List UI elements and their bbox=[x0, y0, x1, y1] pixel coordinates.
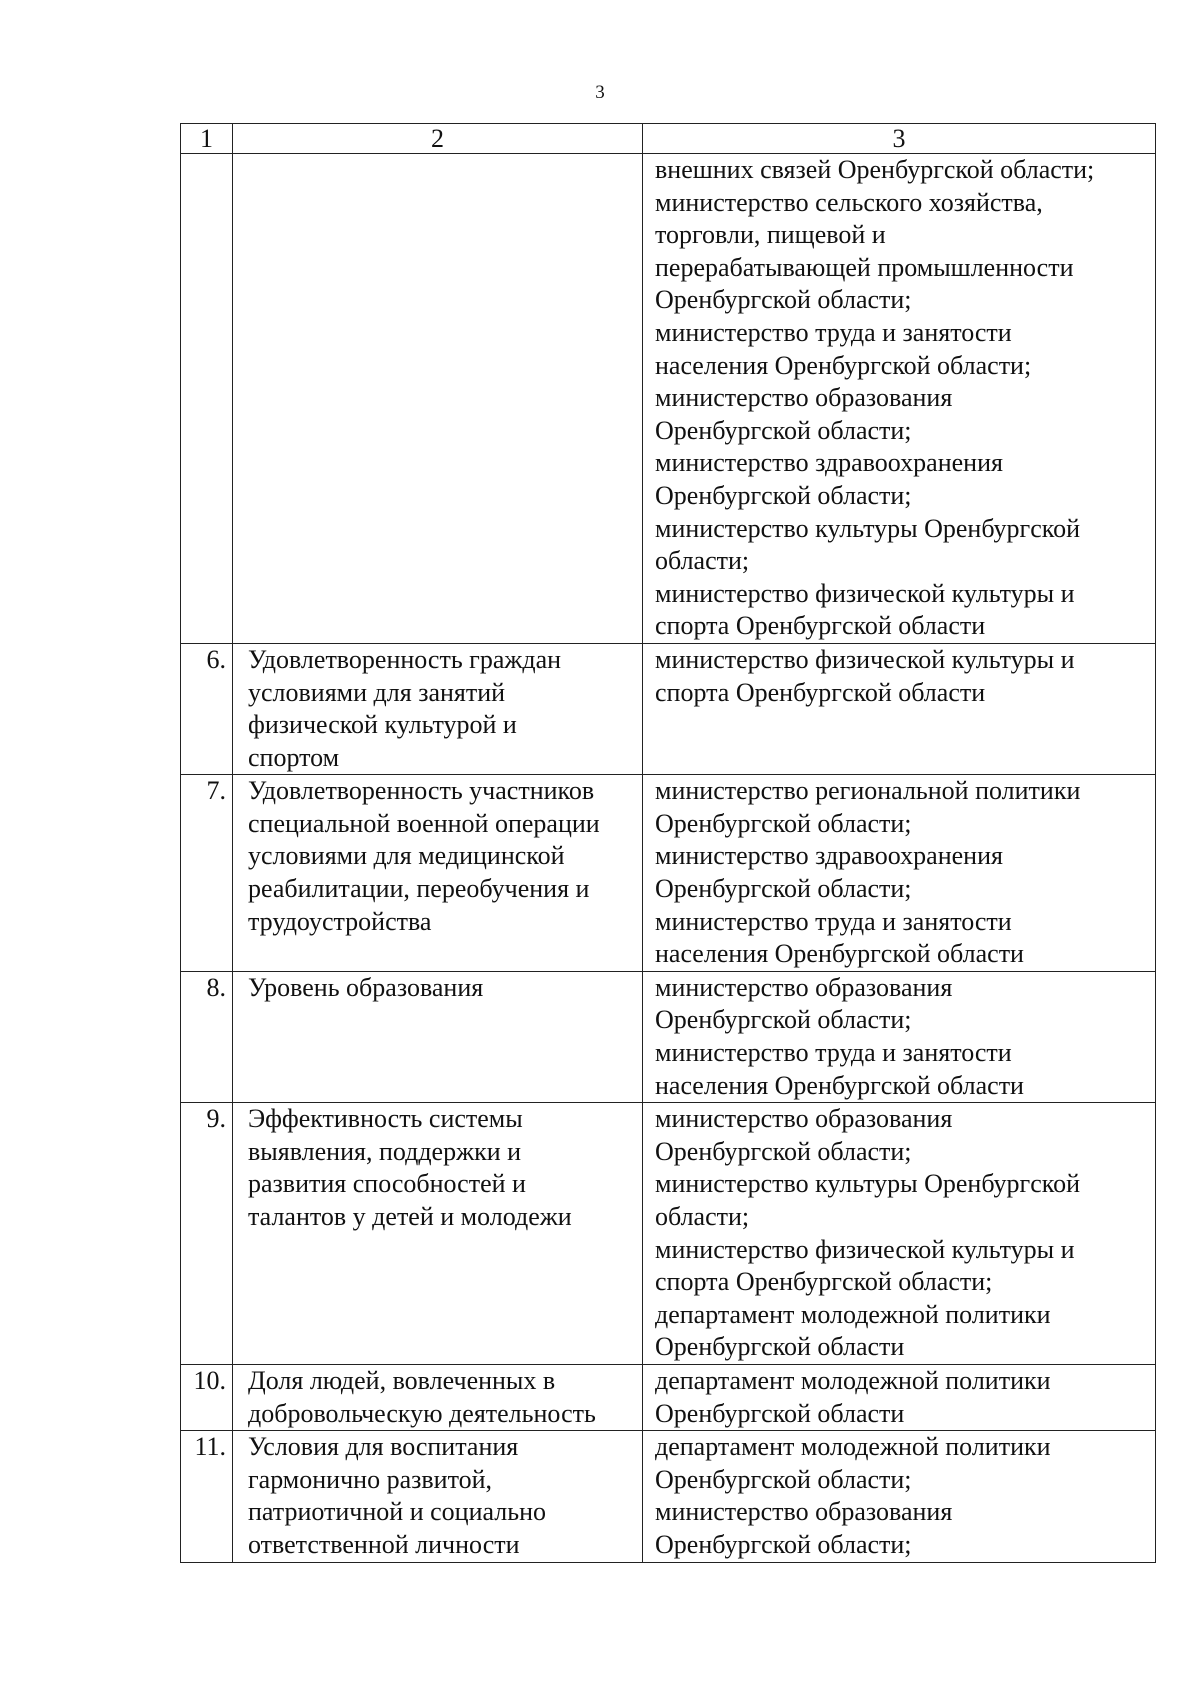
indicator-cell bbox=[233, 775, 643, 972]
table-row bbox=[181, 1103, 1156, 1365]
responsible-line: населения Оренбургской области bbox=[655, 939, 1024, 969]
responsible-cell bbox=[643, 1364, 1156, 1430]
indicator-line: специальной военной операции bbox=[248, 808, 600, 838]
indicator-line: добровольческую деятельность bbox=[248, 1398, 596, 1428]
table-row bbox=[181, 643, 1156, 774]
table-row bbox=[181, 775, 1156, 972]
responsible-line: Оренбургской области; bbox=[655, 1005, 912, 1035]
indicator-cell bbox=[233, 643, 643, 774]
indicator-line: патриотичной и социально bbox=[248, 1497, 547, 1527]
indicator-cell bbox=[233, 971, 643, 1102]
responsible-line: министерство здравоохранения bbox=[655, 841, 1003, 871]
indicator-line: Удовлетворенность граждан bbox=[248, 644, 562, 674]
responsible-line: населения Оренбургской области bbox=[655, 1070, 1024, 1100]
indicator-cell bbox=[233, 1103, 643, 1365]
responsible-line: Оренбургской области; bbox=[655, 480, 912, 510]
responsible-line: Оренбургской области; bbox=[655, 1464, 912, 1494]
table-row bbox=[181, 1431, 1156, 1562]
responsible-line: населения Оренбургской области; bbox=[655, 350, 1032, 380]
responsible-line: Оренбургской области bbox=[655, 1332, 905, 1362]
responsible-line: департамент молодежной политики bbox=[655, 1299, 1051, 1329]
responsible-cell bbox=[643, 775, 1156, 972]
table-header-row bbox=[181, 124, 1156, 154]
responsible-line: министерство образования bbox=[655, 383, 953, 413]
indicator-line: Условия для воспитания bbox=[248, 1432, 519, 1462]
responsible-line: Оренбургской области; bbox=[655, 874, 912, 904]
responsible-line: министерство культуры Оренбургской bbox=[655, 1169, 1080, 1199]
indicator-line: талантов у детей и молодежи bbox=[248, 1202, 572, 1231]
indicator-line: Уровень образования bbox=[248, 972, 484, 1002]
indicator-cell bbox=[233, 1364, 643, 1430]
responsible-line: спорта Оренбургской области bbox=[655, 677, 986, 707]
responsible-line: спорта Оренбургской области bbox=[655, 611, 986, 641]
indicator-line: физической культурой и bbox=[248, 710, 517, 740]
responsible-line: области; bbox=[655, 546, 750, 576]
responsible-cell bbox=[643, 971, 1156, 1102]
row-number: 10. bbox=[181, 1364, 233, 1430]
responsible-line: области; bbox=[655, 1202, 750, 1231]
indicator-line: Эффективность системы bbox=[248, 1104, 523, 1134]
responsible-line: министерство физической культуры и bbox=[655, 1234, 1075, 1264]
indicator-line: развития способностей и bbox=[248, 1169, 526, 1199]
table-row bbox=[181, 971, 1156, 1102]
indicator-line: трудоустройства bbox=[248, 906, 432, 936]
row-number: 7. bbox=[181, 775, 233, 972]
responsible-line: перерабатывающей промышленности bbox=[655, 252, 1074, 282]
indicator-line: реабилитации, переобучения и bbox=[248, 874, 590, 904]
table-row bbox=[181, 1364, 1156, 1430]
indicator-cell bbox=[233, 1431, 643, 1562]
column-header-indicator: 2 bbox=[233, 124, 643, 154]
indicator-line: условиями для медицинской bbox=[248, 841, 565, 871]
table-body bbox=[181, 154, 1156, 1563]
responsible-line: Оренбургской области; bbox=[655, 1136, 912, 1166]
row-number: 6. bbox=[181, 643, 233, 774]
responsible-cell bbox=[643, 1431, 1156, 1562]
responsibility-table bbox=[180, 123, 1156, 1563]
responsible-line: министерство физической культуры и bbox=[655, 644, 1075, 674]
row-number bbox=[181, 154, 233, 644]
row-number: 8. bbox=[181, 971, 233, 1102]
row-number: 9. bbox=[181, 1103, 233, 1365]
indicator-line: гармонично развитой, bbox=[248, 1464, 493, 1494]
responsible-cell bbox=[643, 1103, 1156, 1365]
indicator-line: Удовлетворенность участников bbox=[248, 776, 595, 806]
column-header-responsible: 3 bbox=[643, 124, 1156, 154]
indicator-line: условиями для занятий bbox=[248, 677, 506, 707]
responsible-line: министерство образования bbox=[655, 1497, 953, 1527]
responsible-cell bbox=[643, 643, 1156, 774]
responsible-line: спорта Оренбургской области; bbox=[655, 1267, 993, 1297]
table-row bbox=[181, 154, 1156, 644]
indicator-line: ответственной личности bbox=[248, 1529, 520, 1559]
responsible-line: министерство образования bbox=[655, 972, 953, 1002]
responsible-line: министерство образования bbox=[655, 1104, 953, 1134]
responsible-line: Оренбургской области; bbox=[655, 285, 912, 315]
indicator-line: выявления, поддержки и bbox=[248, 1136, 522, 1166]
indicator-cell bbox=[233, 154, 643, 644]
responsible-line: Оренбургской области; bbox=[655, 808, 912, 838]
responsible-line: министерство культуры Оренбургской bbox=[655, 513, 1080, 543]
responsible-line: министерство труда и занятости bbox=[655, 906, 1012, 936]
responsible-line: министерство сельского хозяйства, bbox=[655, 187, 1043, 217]
responsible-line: министерство труда и занятости bbox=[655, 1038, 1012, 1068]
responsible-line: торговли, пищевой и bbox=[655, 220, 886, 250]
page-number: 3 bbox=[595, 82, 605, 103]
responsible-line: Оренбургской области bbox=[655, 1398, 905, 1428]
indicator-line: спортом bbox=[248, 742, 340, 772]
responsible-line: внешних связей Оренбургской области; bbox=[655, 155, 1095, 184]
indicator-line: Доля людей, вовлеченных в bbox=[248, 1365, 556, 1395]
responsible-line: Оренбургской области; bbox=[655, 1529, 912, 1559]
responsible-line: министерство региональной политики bbox=[655, 776, 1081, 806]
responsible-line: министерство труда и занятости bbox=[655, 317, 1012, 347]
responsible-line: министерство физической культуры и bbox=[655, 578, 1075, 608]
responsible-line: Оренбургской области; bbox=[655, 415, 912, 445]
responsible-line: департамент молодежной политики bbox=[655, 1365, 1051, 1395]
responsible-line: департамент молодежной политики bbox=[655, 1432, 1051, 1462]
column-header-number: 1 bbox=[181, 124, 233, 154]
responsible-line: министерство здравоохранения bbox=[655, 448, 1003, 478]
responsible-cell bbox=[643, 154, 1156, 644]
row-number: 11. bbox=[181, 1431, 233, 1562]
